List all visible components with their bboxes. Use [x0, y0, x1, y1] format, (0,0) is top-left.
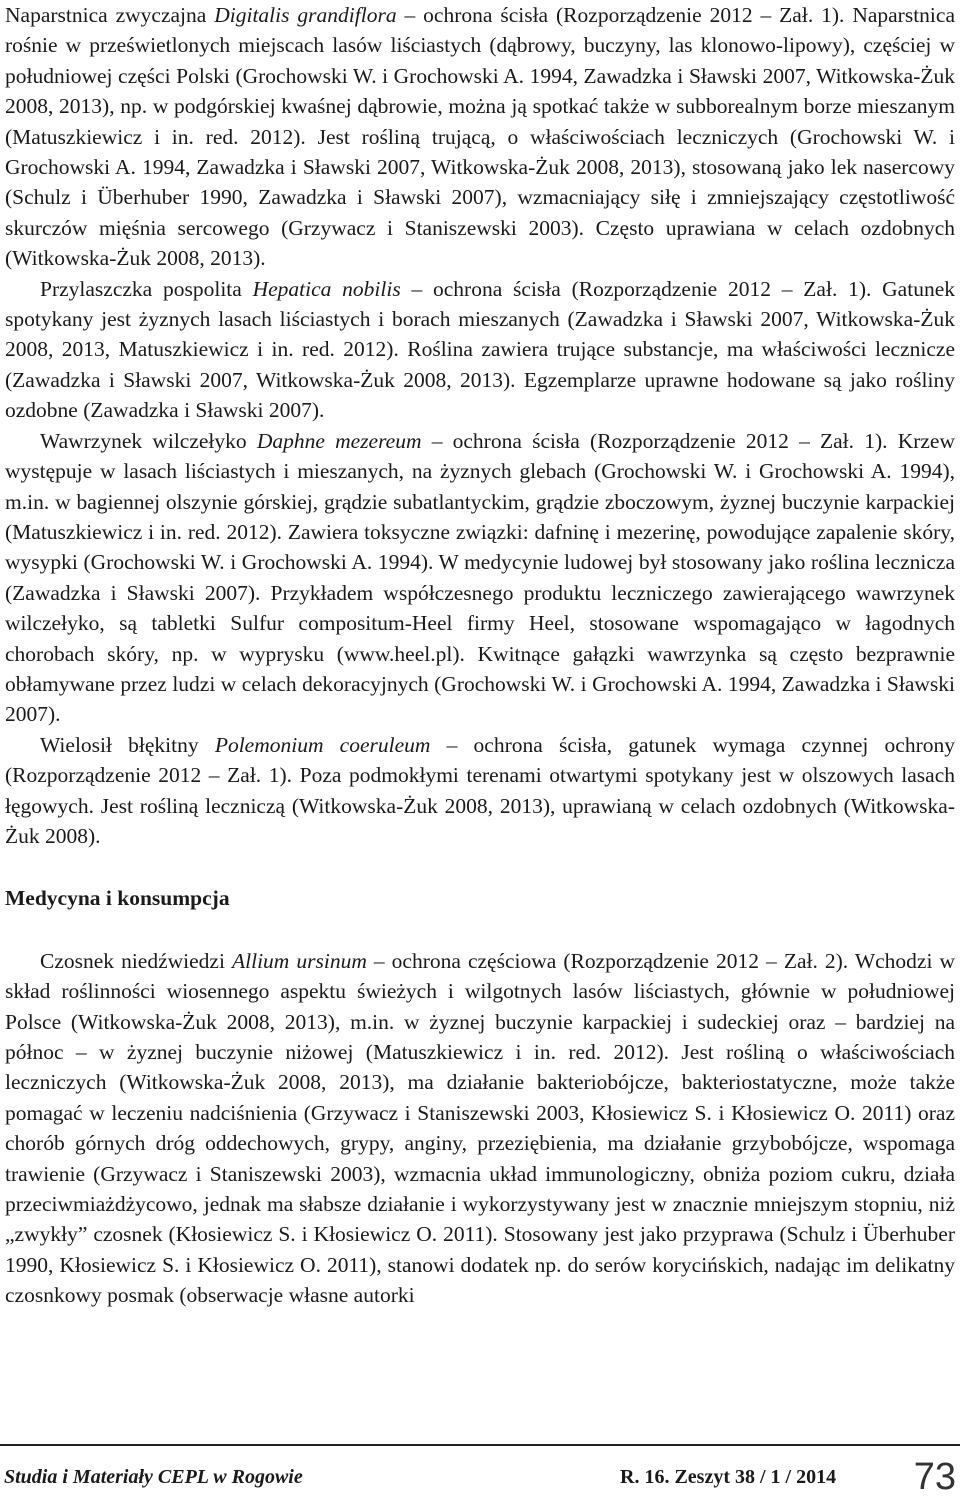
body-text [5, 0, 955, 1311]
species-common-name: Wielosił błękitny [40, 732, 215, 757]
paragraph-allium [5, 946, 955, 1311]
page-number: 73 [913, 1456, 956, 1498]
journal-title: Studia i Materiały CEPL w Rogowie [4, 1466, 303, 1488]
paragraph-text: – ochrona częściowa (Rozporządzenie 2012 – Zał. 2). Wchodzi w skład roślinności wiosennego aspektu świeżych i wilgotnych lasów liściastych, głównie w południowej Polsce (Witkowska-Żuk 2008, 2013), m.in. w żyznej buczynie karpackiej i sudeckiej oraz – bardziej na północ – w żyznej buczynie niżowej (Matuszkiewicz i in. red. 2012). Jest rośliną o właściwościach leczniczych (Witkowska-Żuk 2008, 2013), ma działanie bakteriobójcze, bakteriostatyczne, może także pomagać w leczeniu nadciśnienia (Grzywacz i Staniszewski 2003, Kłosiewicz S. i Kłosiewicz O. 2011) oraz chorób górnych dróg oddechowych, grypy, anginy, przeziębienia, ma działanie grzybobójcze, wspomaga trawienie (Grzywacz i Staniszewski 2003), wzmacnia układ immunologiczny, obniża poziom cukru, działa przeciwmiażdżycowo, jednak ma słabsze działanie i wykorzystywany jest w znacznie mniejszym stopniu, niż „zwykły” czosnek (Kłosiewicz S. i Kłosiewicz O. 2011). Stosowany jest jako przyprawa (Schulz i Überhuber 1990, Kłosiewicz S. i Kłosiewicz O. 2011), stanowi dodatek np. do serów korycińskich, nadając im delikatny czosnkowy posmak (obserwacje własne autorki [5, 948, 955, 1308]
issue-info: R. 16. Zeszyt 38 / 1 / 2014 [620, 1466, 837, 1488]
paragraph-daphne [5, 426, 955, 730]
paragraph-text: – ochrona ścisła, gatunek wymaga czynnej ochrony (Rozporządzenie 2012 – Zał. 1). Poza podmokłymi terenami otwartymi spotykany jest w olszowych lasach łęgowych. Jest rośliną leczniczą (Witkowska-Żuk 2008, 2013), uprawianą w celach ozdobnych (Witkowska-Żuk 2008). [5, 732, 956, 848]
paragraph-text: – ochrona ścisła (Rozporządzenie 2012 – Zał. 1). Naparstnica rośnie w prześwietlonych miejscach lasów liściastych (dąbrowy, buczyny, las klonowo-lipowy), częściej w południowej części Polski (Grochowski W. i Grochowski A. 1994, Zawadzka i Sławski 2007, Witkowska-Żuk 2008, 2013), np. w podgórskiej kwaśnej dąbrowie, można ją spotkać także w subborealnym borze mieszanym (Matuszkiewicz i in. red. 2012). Jest rośliną trującą, o właściwościach leczniczych (Grochowski W. i Grochowski A. 1994, Zawadzka i Sławski 2007, Witkowska-Żuk 2008, 2013), stosowaną jako lek nasercowy (Schulz i Überhuber 1990, Zawadzka i Sławski 2007), wzmacniający siłę i zmniejszający częstotliwość skurczów mięśnia sercowego (Grzywacz i Staniszewski 2003). Często uprawiana w celach ozdobnych (Witkowska-Żuk 2008, 2013). [5, 3, 955, 271]
species-latin-name: Daphne mezereum [256, 428, 422, 453]
paragraph-polemonium [5, 730, 955, 852]
paragraph-text: – ochrona ścisła (Rozporządzenie 2012 – Zał. 1). Krzew występuje w lasach liściastych i mieszanych, na żyznych glebach (Grochowski W. i Grochowski A. 1994), m.in. w bagiennej olszynie górskiej, grądzie subatlantyckim, grądzie zboczowym, żyznej buczynie karpackiej (Matuszkiewicz i in. red. 2012). Zawiera toksyczne związki: dafninę i mezerinę, powodujące zapalenie skóry, wysypki (Grochowski W. i Grochowski A. 1994). W medycynie ludowej był stosowany jako roślina lecznicza (Zawadzka i Sławski 2007). Przykładem współczesnego produktu leczniczego zawierającego wawrzynek wilczełyko, są tabletki Sulfur compositum-Heel firmy Heel, stosowane wspomagająco w łagodnych chorobach skóry, np. w wyprysku (www.heel.pl). Kwitnące gałązki wawrzynka są często bezprawnie obłamywane przez ludzi w celach dekoracyjnych (Grochowski W. i Grochowski A. 1994, Zawadzka i Sławski 2007). [5, 428, 956, 727]
species-common-name: Wawrzynek wilczełyko [40, 428, 257, 453]
species-common-name: Naparstnica zwyczajna [5, 3, 215, 27]
species-common-name: Czosnek niedźwiedzi [40, 948, 232, 973]
species-latin-name: Digitalis grandiflora [214, 3, 397, 27]
paragraph-hepatica [5, 274, 955, 426]
paragraph-digitalis [5, 0, 955, 274]
page-footer [0, 1444, 960, 1505]
species-latin-name: Hepatica nobilis [252, 276, 401, 301]
species-latin-name: Polemonium coeruleum [214, 732, 431, 757]
footer-divider [0, 1444, 960, 1446]
paragraph-text: – ochrona ścisła (Rozporządzenie 2012 – Zał. 1). Gatunek spotykany jest żyznych lasach liściastych i borach mieszanych (Zawadzka i Sławski 2007, Witkowska-Żuk 2008, 2013, Matuszkiewicz i in. red. 2012). Roślina zawiera trujące substancje, ma właściwości lecznicze (Zawadzka i Sławski 2007, Witkowska-Żuk 2008, 2013). Egzemplarze uprawne hodowane są jako rośliny ozdobne (Zawadzka i Sławski 2007). [5, 276, 955, 423]
section-heading: Medycyna i konsumpcja [5, 886, 230, 911]
species-latin-name: Allium ursinum [232, 948, 367, 973]
species-common-name: Przylaszczka pospolita [40, 276, 253, 301]
